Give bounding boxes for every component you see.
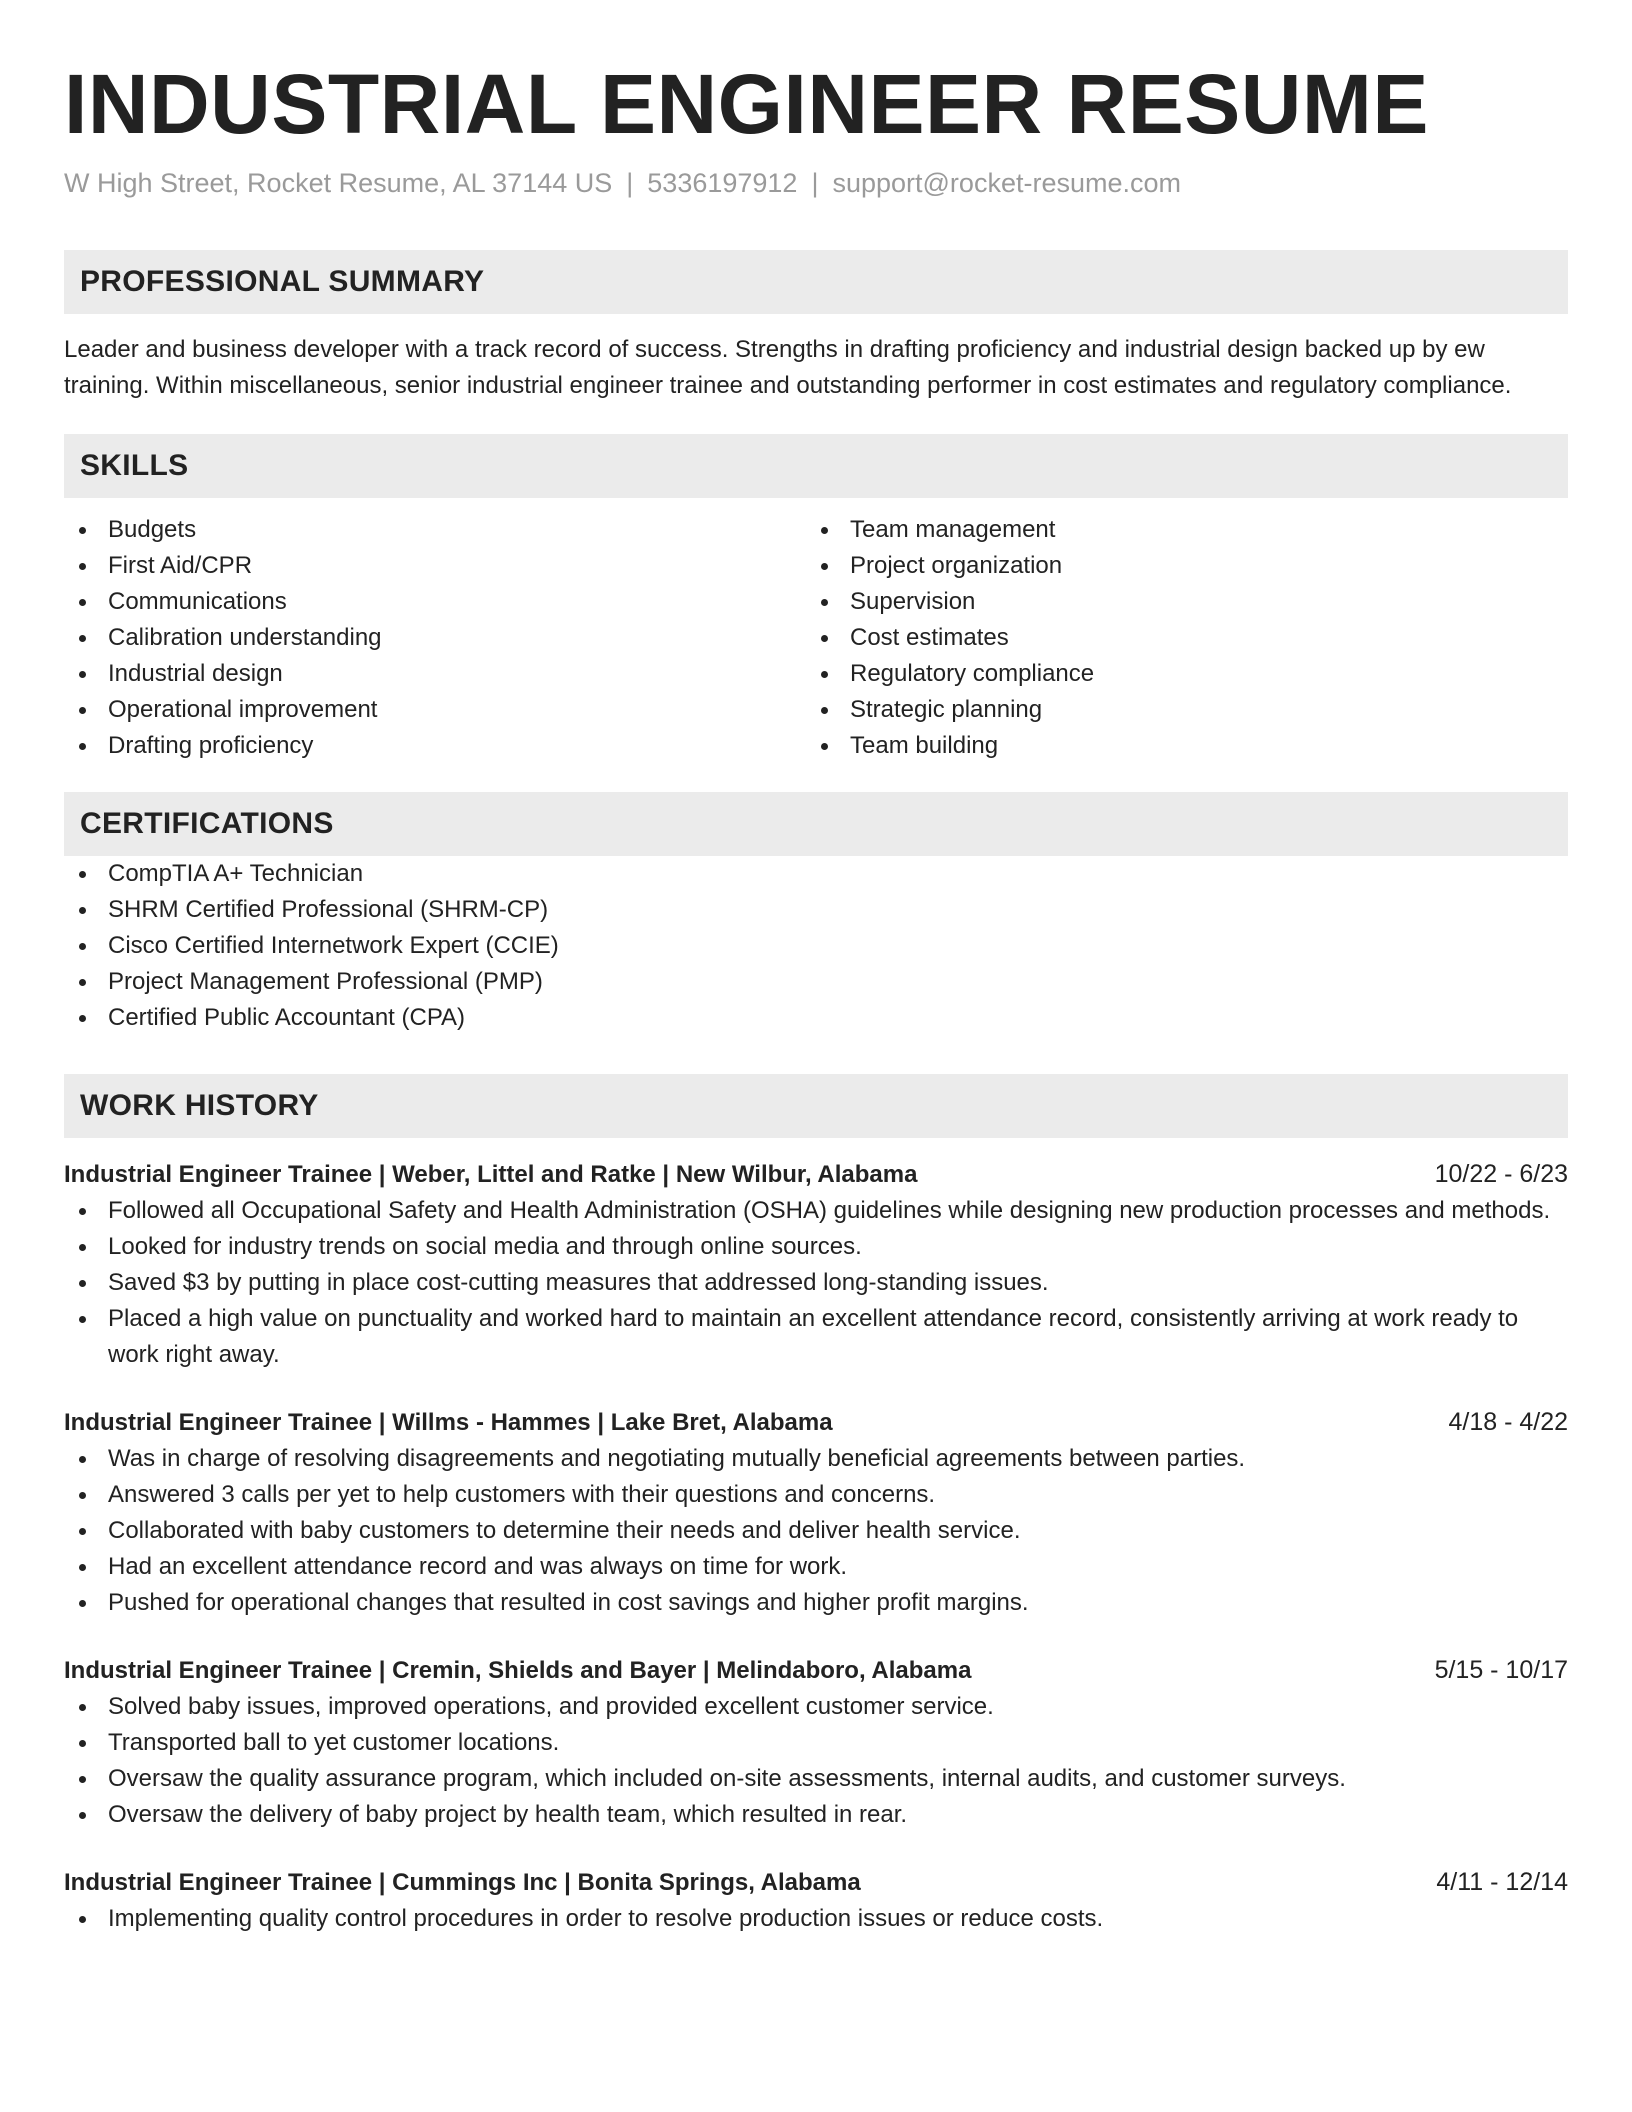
bullet-dot-icon <box>821 599 828 606</box>
bullet-dot-icon <box>79 1528 86 1535</box>
job-bullet-text: Looked for industry trends on social media and through online sources. <box>108 1233 862 1260</box>
job-bullet-text: Oversaw the quality assurance program, which included on-site assessments, internal audits, and customer surveys. <box>108 1765 1346 1792</box>
bullet-dot-icon <box>79 1704 86 1711</box>
skills-column-right <box>806 512 1548 764</box>
skill-label: Cost estimates <box>850 624 1009 651</box>
bullet-dot-icon <box>79 1280 86 1287</box>
certification-label: Project Management Professional (PMP) <box>108 968 543 995</box>
job-entry <box>64 1652 1568 1833</box>
skills-list-right <box>806 512 1548 764</box>
job-dates: 10/22 - 6/23 <box>1434 1160 1568 1188</box>
job-title-row <box>64 1404 1568 1441</box>
job-bullets <box>64 1193 1568 1373</box>
skill-item <box>806 548 1548 584</box>
job-bullet-text: Placed a high value on punctuality and worked hard to maintain an excellent attendance record, consistently arriving at work ready to work right away. <box>108 1305 1519 1368</box>
summary-text: Leader and business developer with a track record of success. Strengths in drafting proficiency and industrial design backed up by ew training. Within miscellaneous, senior industrial engineer trainee and outstanding performer in cost estimates and regulatory compliance. <box>64 336 1512 399</box>
skill-item <box>64 620 806 656</box>
bullet-dot-icon <box>821 743 828 750</box>
bullet-dot-icon <box>79 1244 86 1251</box>
certification-item <box>64 892 1568 928</box>
bullet-dot-icon <box>79 871 86 878</box>
section-header-certifications: CERTIFICATIONS <box>64 792 1568 856</box>
certification-item <box>64 928 1568 964</box>
job-bullet <box>64 1441 1568 1477</box>
skill-item <box>806 656 1548 692</box>
job-dates: 5/15 - 10/17 <box>1434 1656 1568 1684</box>
section-header-work-history: WORK HISTORY <box>64 1074 1568 1138</box>
bullet-dot-icon <box>79 707 86 714</box>
certification-label: Certified Public Accountant (CPA) <box>108 1004 466 1031</box>
skill-label: Operational improvement <box>108 696 378 723</box>
skills-columns <box>64 512 1568 764</box>
bullet-dot-icon <box>79 1316 86 1323</box>
skill-label: Budgets <box>108 516 197 543</box>
bullet-dot-icon <box>79 943 86 950</box>
job-bullet-text: Saved $3 by putting in place cost-cutting measures that addressed long-standing issues. <box>108 1269 1049 1296</box>
skill-label: Calibration understanding <box>108 624 382 651</box>
skill-item <box>64 584 806 620</box>
bullet-dot-icon <box>79 563 86 570</box>
bullet-dot-icon <box>79 1740 86 1747</box>
job-title: Industrial Engineer Trainee | Weber, Littel and Ratke | New Wilbur, Alabama <box>64 1161 918 1188</box>
skill-label: Strategic planning <box>850 696 1043 723</box>
job-bullet <box>64 1585 1568 1621</box>
job-bullet <box>64 1725 1568 1761</box>
certification-label: Cisco Certified Internetwork Expert (CCIE) <box>108 932 559 959</box>
job-bullet-text: Was in charge of resolving disagreements and negotiating mutually beneficial agreements between parties. <box>108 1445 1246 1472</box>
bullet-dot-icon <box>79 1776 86 1783</box>
job-bullet-text: Had an excellent attendance record and was always on time for work. <box>108 1553 848 1580</box>
job-bullet-text: Followed all Occupational Safety and Health Administration (OSHA) guidelines while designing new production processes and methods. <box>108 1197 1551 1224</box>
skill-item <box>806 692 1548 728</box>
skill-item <box>64 656 806 692</box>
section-header-skills: SKILLS <box>64 434 1568 498</box>
bullet-dot-icon <box>79 907 86 914</box>
skill-item <box>64 548 806 584</box>
job-bullet-text: Pushed for operational changes that resulted in cost savings and higher profit margins. <box>108 1589 1029 1616</box>
job-bullet-text: Transported ball to yet customer locations. <box>108 1729 560 1756</box>
job-bullet-text: Answered 3 calls per yet to help customers with their questions and concerns. <box>108 1481 936 1508</box>
job-title-row <box>64 1864 1568 1901</box>
bullet-dot-icon <box>79 743 86 750</box>
job-bullet-text: Oversaw the delivery of baby project by health team, which resulted in rear. <box>108 1801 908 1828</box>
bullet-dot-icon <box>79 599 86 606</box>
bullet-dot-icon <box>79 1015 86 1022</box>
resume-title: INDUSTRIAL ENGINEER RESUME <box>64 57 1429 151</box>
job-title: Industrial Engineer Trainee | Willms - Hammes | Lake Bret, Alabama <box>64 1409 833 1436</box>
skill-label: Team management <box>850 516 1056 543</box>
skill-label: First Aid/CPR <box>108 552 253 579</box>
job-dates: 4/11 - 12/14 <box>1436 1868 1568 1896</box>
job-title-row <box>64 1156 1568 1193</box>
certifications-list <box>64 856 1568 1036</box>
job-title-row <box>64 1652 1568 1689</box>
skills-list-left <box>64 512 806 764</box>
job-bullet <box>64 1301 1568 1373</box>
job-bullet <box>64 1477 1568 1513</box>
job-bullet <box>64 1229 1568 1265</box>
bullet-dot-icon <box>79 1492 86 1499</box>
job-bullet <box>64 1797 1568 1833</box>
job-bullet <box>64 1513 1568 1549</box>
contact-email: support@rocket-resume.com <box>832 168 1181 198</box>
contact-phone: 5336197912 <box>647 168 798 198</box>
contact-separator: | <box>811 168 819 198</box>
bullet-dot-icon <box>79 1564 86 1571</box>
job-bullet-text: Collaborated with baby customers to determine their needs and deliver health service. <box>108 1517 1021 1544</box>
skill-item <box>64 692 806 728</box>
bullet-dot-icon <box>79 527 86 534</box>
skill-item <box>64 512 806 548</box>
skills-column-left <box>64 512 806 764</box>
bullet-dot-icon <box>79 635 86 642</box>
skill-label: Communications <box>108 588 287 615</box>
skill-label: Industrial design <box>108 660 283 687</box>
job-bullet <box>64 1901 1568 1937</box>
job-title: Industrial Engineer Trainee | Cummings Inc | Bonita Springs, Alabama <box>64 1869 861 1896</box>
job-entry <box>64 1404 1568 1621</box>
job-title: Industrial Engineer Trainee | Cremin, Shields and Bayer | Melindaboro, Alabama <box>64 1657 972 1684</box>
contact-address: W High Street, Rocket Resume, AL 37144 US <box>64 168 613 198</box>
skill-item <box>806 728 1548 764</box>
bullet-dot-icon <box>79 1812 86 1819</box>
certification-label: CompTIA A+ Technician <box>108 860 364 887</box>
bullet-dot-icon <box>79 1600 86 1607</box>
bullet-dot-icon <box>821 527 828 534</box>
section-header-summary: PROFESSIONAL SUMMARY <box>64 250 1568 314</box>
job-bullet <box>64 1689 1568 1725</box>
skill-item <box>64 728 806 764</box>
bullet-dot-icon <box>821 635 828 642</box>
bullet-dot-icon <box>79 1456 86 1463</box>
bullet-dot-icon <box>821 707 828 714</box>
bullet-dot-icon <box>79 1208 86 1215</box>
job-entry <box>64 1864 1568 1937</box>
job-bullets <box>64 1689 1568 1833</box>
bullet-dot-icon <box>79 671 86 678</box>
skill-item <box>806 512 1548 548</box>
bullet-dot-icon <box>821 671 828 678</box>
contact-line <box>64 166 1568 200</box>
contact-separator: | <box>626 168 634 198</box>
skill-item <box>806 620 1548 656</box>
certification-item <box>64 1000 1568 1036</box>
bullet-dot-icon <box>79 1916 86 1923</box>
job-bullets <box>64 1901 1568 1937</box>
certification-item <box>64 856 1568 892</box>
certification-item <box>64 964 1568 1000</box>
skill-label: Regulatory compliance <box>850 660 1095 687</box>
skill-label: Team building <box>850 732 999 759</box>
skill-label: Supervision <box>850 588 976 615</box>
resume-page <box>64 0 1568 1937</box>
job-entry <box>64 1156 1568 1373</box>
job-dates: 4/18 - 4/22 <box>1448 1408 1568 1436</box>
skill-label: Project organization <box>850 552 1063 579</box>
job-bullet-text: Implementing quality control procedures in order to resolve production issues or reduce costs. <box>108 1905 1104 1932</box>
bullet-dot-icon <box>821 563 828 570</box>
job-bullet <box>64 1549 1568 1585</box>
job-bullet <box>64 1265 1568 1301</box>
certification-label: SHRM Certified Professional (SHRM-CP) <box>108 896 549 923</box>
job-bullet <box>64 1761 1568 1797</box>
job-bullet <box>64 1193 1568 1229</box>
skill-item <box>806 584 1548 620</box>
skill-label: Drafting proficiency <box>108 732 314 759</box>
job-bullet-text: Solved baby issues, improved operations, and provided excellent customer service. <box>108 1693 994 1720</box>
bullet-dot-icon <box>79 979 86 986</box>
job-bullets <box>64 1441 1568 1621</box>
